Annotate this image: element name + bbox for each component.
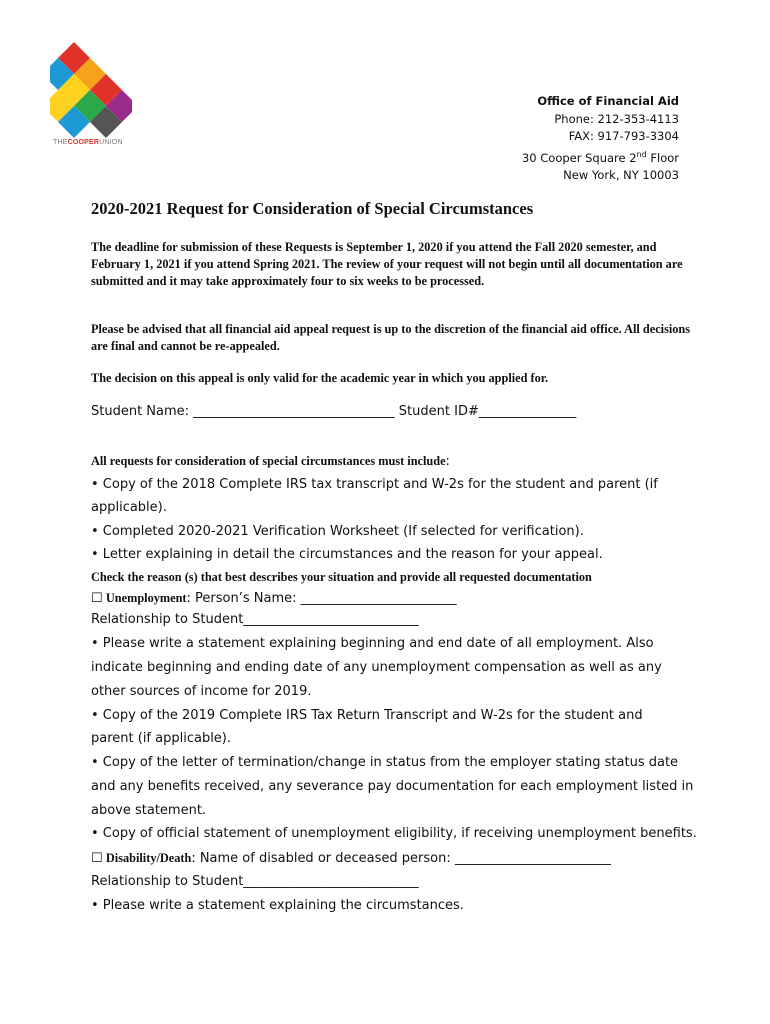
unemployment-bullet-cont: parent (if applicable). bbox=[91, 731, 232, 746]
unemployment-relationship: Relationship to Student___________________________ bbox=[91, 612, 419, 627]
office-fax: FAX: 917-793-3304 bbox=[568, 129, 679, 143]
requirement-item: • Copy of the 2018 Complete IRS tax transcript and W-2s for the student and parent (if bbox=[91, 477, 658, 492]
unemployment-bullet: • Copy of official statement of unemployment eligibility, if receiving unemployment benefits. bbox=[91, 826, 697, 841]
disability-label: Disability/Death bbox=[105, 851, 192, 865]
unemployment-checkbox[interactable]: ☐ bbox=[91, 591, 103, 606]
unemployment-bullet: • Copy of the letter of termination/change in status from the employer stating status date bbox=[91, 755, 679, 770]
office-name: Office of Financial Aid bbox=[537, 94, 679, 108]
requirements-heading: All requests for consideration of special circumstances must include: bbox=[91, 454, 450, 469]
unemployment-bullet-cont: above statement. bbox=[91, 803, 207, 818]
disability-bullet: • Please write a statement explaining the circumstances. bbox=[91, 898, 464, 913]
unemployment-bullet: • Please write a statement explaining beginning and end date of all employment. Also bbox=[91, 636, 654, 651]
cooper-union-logo bbox=[50, 42, 132, 148]
unemployment-label: Unemployment bbox=[105, 591, 187, 605]
office-address: 30 Cooper Square 2nd Floor bbox=[521, 149, 679, 165]
requirement-item: • Letter explaining in detail the circumstances and the reason for your appeal. bbox=[91, 547, 603, 562]
validity-paragraph: The decision on this appeal is only valid for the academic year in which you applied for. bbox=[91, 371, 549, 385]
document-title: 2020-2021 Request for Consideration of Special Circumstances bbox=[91, 199, 534, 218]
disability-relationship: Relationship to Student___________________________ bbox=[91, 874, 419, 889]
unemployment-row: ☐ Unemployment: Person’s Name: ________________________ bbox=[91, 591, 457, 606]
logo-wordmark: THECOOPERUNION bbox=[53, 139, 123, 146]
student-info-line: Student Name: _______________________________ Student ID#_______________ bbox=[91, 404, 577, 419]
unemployment-bullet-cont: and any benefits received, any severance pay documentation for each employment listed in bbox=[91, 779, 694, 794]
unemployment-bullet-cont: other sources of income for 2019. bbox=[91, 684, 312, 699]
office-contact-block bbox=[522, 93, 679, 184]
disability-row: ☐ Disability/Death: Name of disabled or deceased person: ________________________ bbox=[91, 851, 611, 866]
discretion-paragraph: Please be advised that all financial aid appeal request is up to the discretion of the financial aid office. All decisions are final and cannot be re-appealed. bbox=[91, 322, 691, 353]
unemployment-bullet-cont: indicate beginning and ending date of any unemployment compensation as well as any bbox=[91, 660, 662, 675]
office-phone: Phone: 212-353-4113 bbox=[554, 111, 679, 126]
requirement-item-cont: applicable). bbox=[91, 500, 167, 515]
disability-checkbox[interactable]: ☐ bbox=[91, 851, 103, 866]
office-city: New York, NY 10003 bbox=[563, 167, 679, 182]
unemployment-bullet: • Copy of the 2019 Complete IRS Tax Return Transcript and W-2s for the student and bbox=[91, 708, 643, 723]
requirement-item: • Completed 2020-2021 Verification Worksheet (If selected for verification). bbox=[91, 524, 584, 539]
reasons-heading: Check the reason (s) that best describes your situation and provide all requested documentation bbox=[91, 570, 592, 584]
deadline-paragraph: The deadline for submission of these Requests is September 1, 2020 if you attend the Fall 2020 semester, and February 1, 2021 if you attend Spring 2021. The review of your request will not begin until all documentation are submitted and it may take approximately four to six weeks to be processed. bbox=[91, 240, 683, 288]
